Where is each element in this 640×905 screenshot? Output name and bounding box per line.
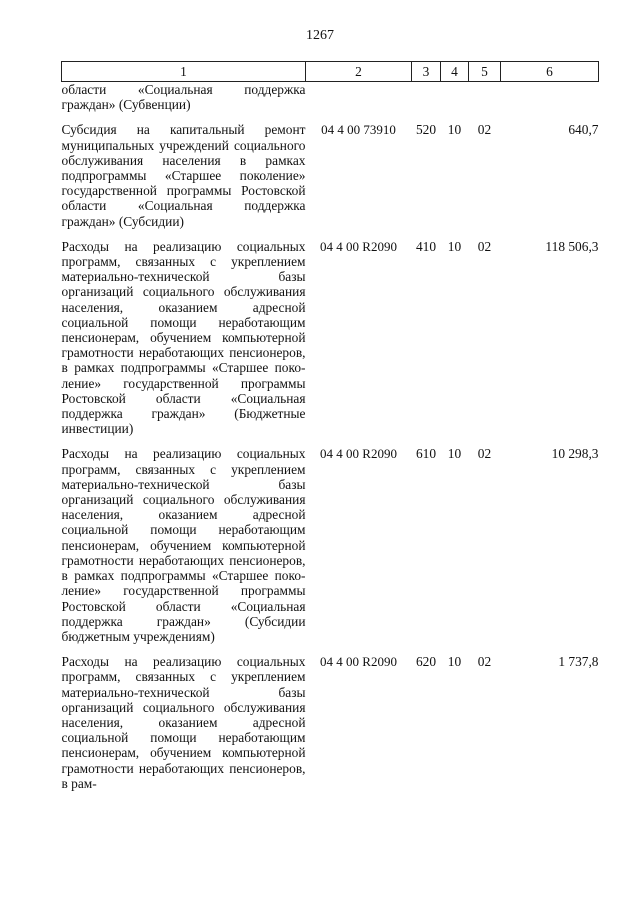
row-description: Расходы на реализацию социальных программ, связанных с укреплением материально-технической базы организаций социального обслуживания населения, оказанием адресной социальной помощи неработающим пенсионерам, обучением компьютерной грамотности неработающих пенсионеров, в рамках подпрограммы «Старшее поколение» государственной программы Ростовской области «Социальная поддержка граждан» (Субсидии бюджетным учреждениям) [61,446,306,644]
row-col4: 10 [447,446,462,462]
table-row [62,82,599,113]
row-col3: 610 [415,446,437,462]
table-header-row [62,62,599,82]
column-header-2: 2 [306,62,412,82]
table-row [62,436,599,644]
column-header-3: 3 [412,62,441,82]
column-header-6: 6 [501,62,599,82]
row-col5: 02 [477,446,492,462]
row-code [306,82,412,113]
row-description: Расходы на реализацию социальных программ, связанных с укреплением материально-технической базы организаций социального обслуживания населения, оказанием адресной социальной помощи неработающим пенсионерам, обучением компьютерной грамотности неработающих пенсионеров, в рамках подпрограммы «Старшее поколение» государственной программы Ростовской области «Социальная поддержка граждан» (Бюджетные инвестиции) [61,238,306,437]
row-code: 04 4 00 R2090 [320,446,397,462]
row-col5: 02 [477,122,492,138]
row-col5: 02 [477,238,492,254]
row-col3: 410 [415,238,437,254]
row-col5: 02 [477,654,492,670]
row-col4: 10 [447,654,462,670]
column-header-4: 4 [441,62,469,82]
budget-table [61,61,599,791]
row-description: области «Социальная поддержка граждан» (Субвенции) [61,82,306,113]
row-amount: 640,7 [568,122,599,138]
row-code: 04 4 00 R2090 [320,654,397,670]
row-description: Субсидия на капитальный ремонт муниципальных учреждений социального обслуживания населения в рамках подпрограммы «Старшее поколение» государственной программы Ростовской области «Социальная поддержка граждан» (Субсидии) [61,122,306,229]
row-col5 [469,82,501,113]
row-description: Расходы на реализацию социальных программ, связанных с укреплением материально-технической базы организаций социального обслуживания населения, оказанием адресной социальной помощи неработающим пенсионерам, обучением компьютерной грамотности неработающих пенсионеров, в рам- [61,654,306,791]
row-code: 04 4 00 73910 [321,122,396,138]
row-amount: 118 506,3 [545,238,599,254]
row-col3: 620 [415,654,437,670]
row-col4 [441,82,469,113]
page-number: 1267 [306,28,334,43]
row-col3: 520 [415,122,437,138]
table-row [62,229,599,437]
row-col4: 10 [447,238,462,254]
table-row [62,112,599,228]
row-amount [501,82,599,113]
table-row [62,644,599,791]
row-col4: 10 [447,122,462,138]
row-amount: 1 737,8 [558,654,599,670]
column-header-1: 1 [62,62,306,82]
row-amount: 10 298,3 [551,446,599,462]
row-col3 [412,82,441,113]
column-header-5: 5 [469,62,501,82]
row-code: 04 4 00 R2090 [320,238,397,254]
